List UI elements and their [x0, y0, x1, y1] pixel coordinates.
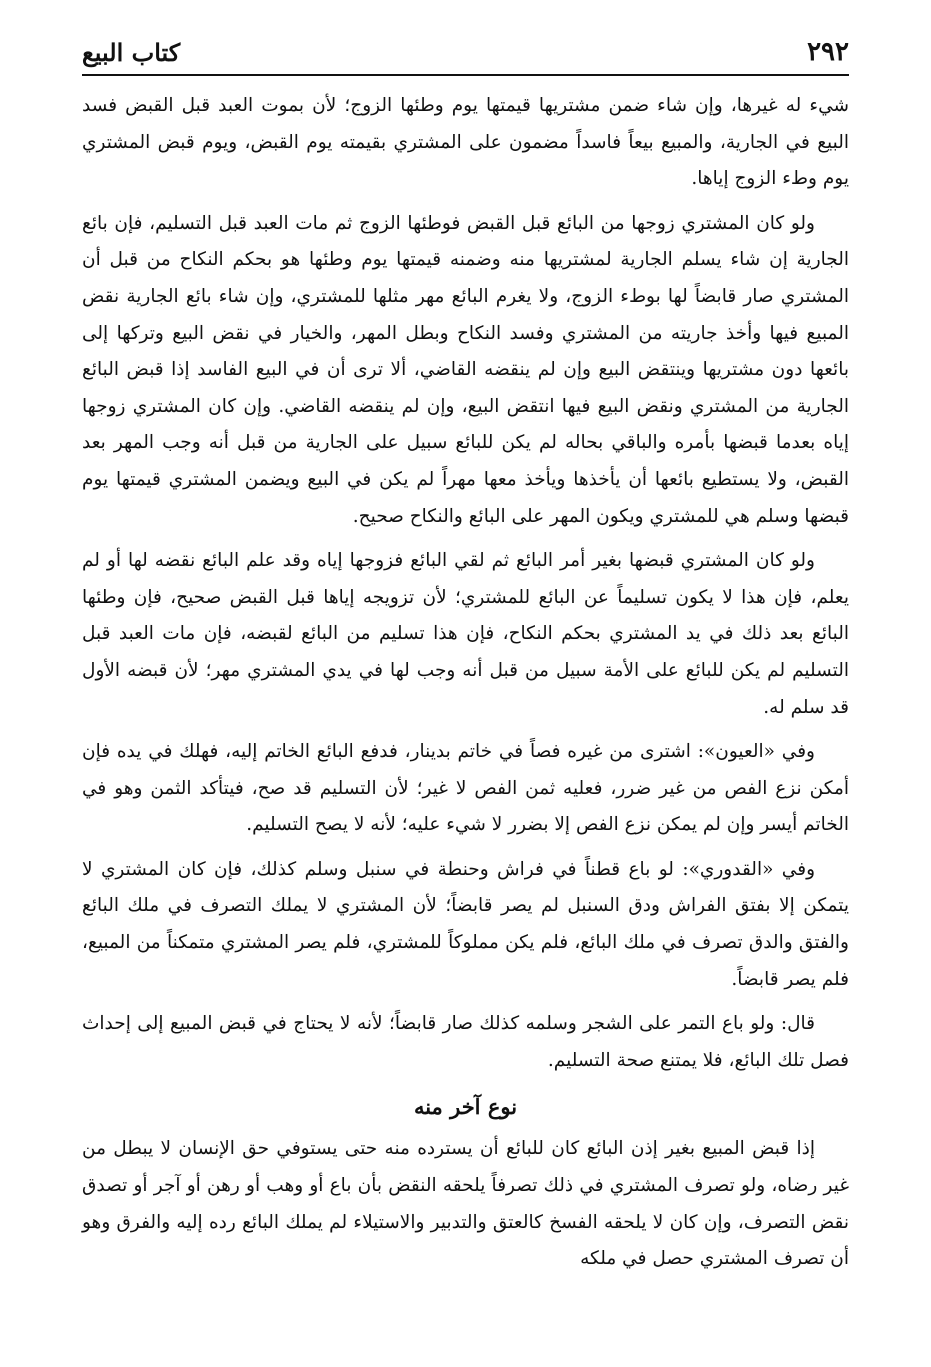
- header-divider: [82, 74, 849, 76]
- paragraph-1: شيء له غيرها، وإن شاء ضمن مشتريها قيمتها يوم وطئها الزوج؛ لأن بموت العبد قبل القبض فسد البيع في الجارية، والمبيع بيعاً فاسداً مضمون على المشتري بقيمته يوم القبض، ويوم قبض المشتري يوم وطء الزوج إياها.: [82, 95, 849, 190]
- paragraph-4: وفي «العيون»: اشترى من غيره فصاً في خاتم بدينار، فدفع البائع الخاتم إليه، فهلك في يده فإن أمكن نزع الفص من غير ضرر، فعليه ثمن الفص لا غير؛ لأن التسليم قد صح، فيتأكد الثمن وهو في الخاتم أيسر وإن لم يمكن نزع الفص إلا بضرر لا شيء عليه؛ لأنه لا يصح التسليم.: [82, 741, 849, 836]
- paragraph-2: ولو كان المشتري زوجها من البائع قبل القبض فوطئها الزوج ثم مات العبد قبل التسليم، فإن بائع الجارية إن شاء يسلم الجارية لمشتريها منه وضمنه قيمتها يوم وطئها هو بحكم النكاح من قبل أن المشتري صار قابضاً لها بوطء الزوج، ولا يغرم البائع مهر مثلها للمشتري، وإن شاء بائع الجارية نقض المبيع فيها وأخذ جاريته من المشتري وفسد النكاح وبطل المهر، والخيار في نقض البيع وتركها إلى بائعها دون مشتريها وينتقض البيع وإن لم ينقضه القاضي، ألا ترى أن في البيع الفاسد إذا قبض البائع الجارية من المشتري ونقض البيع فيها انتقض البيع، وإن لم ينقضه القاضي. وإن كان المشتري زوجها إياه بعدما قبضها بأمره والباقي بحاله لم يكن للبائع سبيل على الجارية من قبل أنه وجب المهر بعد القبض، ولا يستطيع بائعها أن يأخذها ويأخذ معها مهراً لم يكن في البيع ويضمن المشتري قيمتها يوم قبضها وسلم هي للمشتري ويكون المهر على البائع والنكاح صحيح.: [82, 212, 849, 527]
- paragraph-6: قال: ولو باع التمر على الشجر وسلمه كذلك صار قابضاً؛ لأنه لا يحتاج في قبض المبيع إلى إحداث فصل تلك البائع، فلا يمتنع صحة التسليم.: [82, 1013, 849, 1071]
- page-body: [82, 88, 849, 1286]
- section-heading: نوع آخر منه: [413, 1094, 518, 1120]
- paragraph-5: وفي «القدوري»: لو باع قطناً في فراش وحنطة في سنبل وسلم كذلك، فإن كان المشتري لا يتمكن إلا بفتق الفراش ودق السنبل لم يصر قابضاً؛ لأن المشتري لا يملك التصرف في ملك البائع والفتق والدق تصرف في ملك البائع، فلم يكن مملوكاً للمشتري، فلم يصر المشتري متمكناً من المبيع، فلم يصر قابضاً.: [82, 858, 849, 990]
- paragraph-3: ولو كان المشتري قبضها بغير أمر البائع ثم لقي البائع فزوجها إياه وقد علم البائع نقضه لها أو لم يعلم، فإن هذا لا يكون تسليماً عن البائع للمشتري؛ لأن تزويجه إياها قبل القبض صحيح، فإن وطئها البائع بعد ذلك في يد المشتري بحكم النكاح، فإن هذا تسليم من البائع لقبضه، فإن مات العبد قبل التسليم لم يكن للبائع على الأمة سبيل من قبل أنه وجب لها في يدي المشتري مهر؛ لأن قبضه الأول قد سلم له.: [82, 550, 849, 718]
- page-number: ٢٩٢: [807, 37, 849, 67]
- paragraph-7: إذا قبض المبيع بغير إذن البائع كان للبائع أن يسترده منه حتى يستوفي حق الإنسان لا يبطل من غير رضاه، ولو تصرف المشتري في ذلك تصرفاً يلحقه النقض بأن باع أو وهب أو رهن أو آجر أو تصدق نقض التصرف، وإن كان لا يلحقه الفسخ كالعتق والتدبير والاستيلاء لم يملك البائع رده إليه والفرق وهو أن تصرف المشتري حصل في ملكه: [82, 1138, 849, 1270]
- running-title: كتاب البيع: [82, 37, 181, 67]
- page-header: [82, 34, 849, 70]
